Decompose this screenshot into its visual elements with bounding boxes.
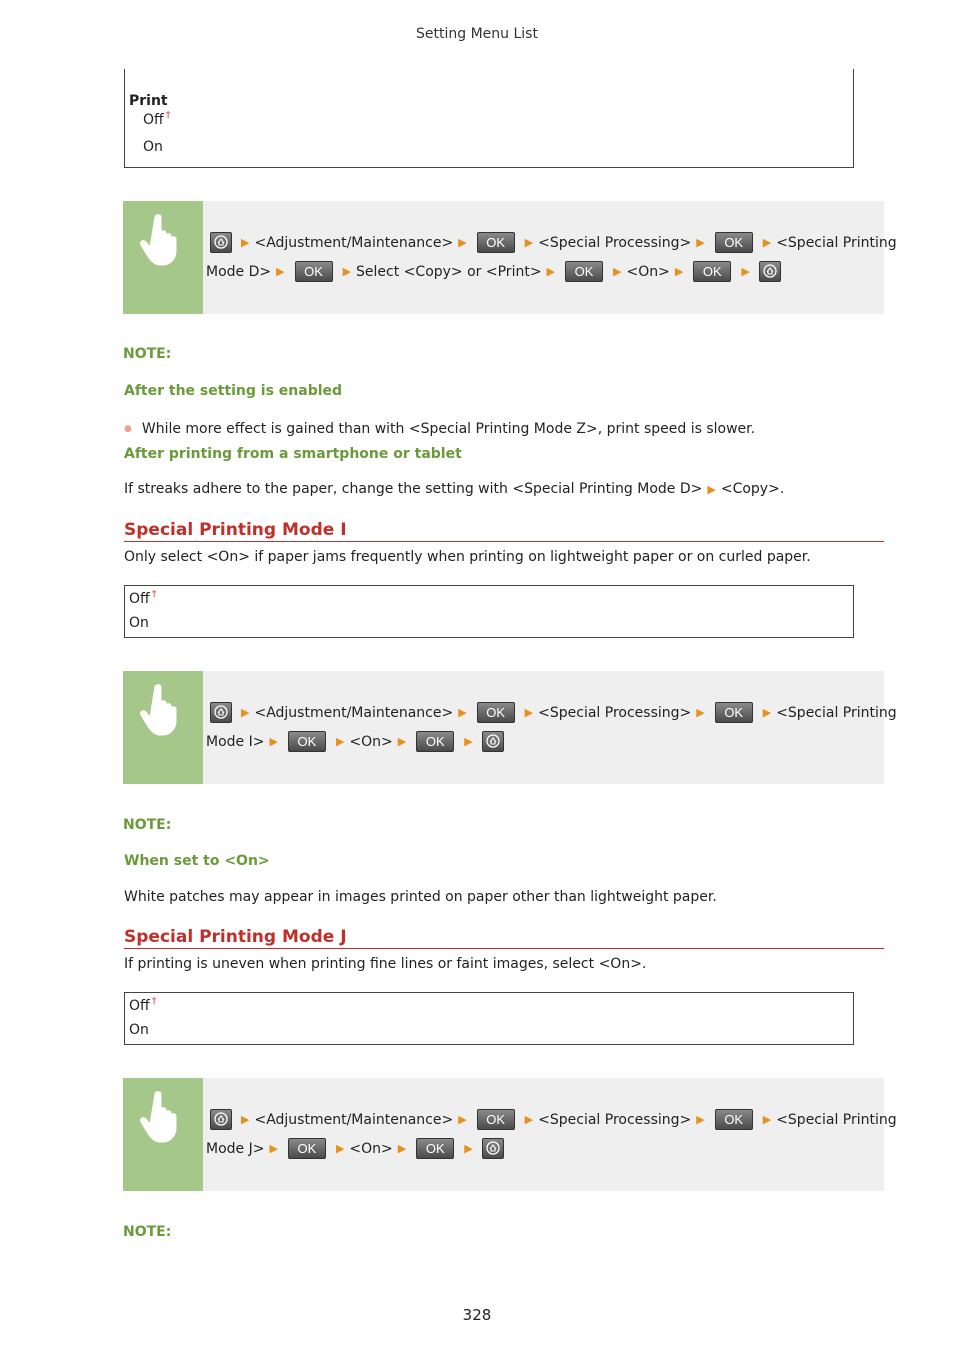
arrow-icon: ▶ — [397, 1142, 407, 1155]
step-mode-i: Mode I> — [206, 733, 265, 750]
section-description: If printing is uneven when printing fine lines or faint images, select <On>. — [124, 956, 647, 972]
arrow-icon: ▶ — [397, 735, 407, 748]
arrow-icon: ▶ — [335, 1142, 345, 1155]
arrow-icon: ▶ — [762, 236, 772, 249]
option-off: Off † — [129, 996, 157, 1014]
step-special-processing: <Special Processing> — [538, 704, 692, 721]
arrow-icon: ▶ — [276, 265, 285, 278]
step-mode-j: Mode J> — [206, 1140, 265, 1157]
menu-home-icon[interactable] — [759, 261, 781, 282]
option-off: Off † — [143, 110, 171, 128]
operation-line-1 — [206, 1109, 897, 1130]
note-subheading: After printing from a smartphone or tablet — [124, 446, 462, 462]
arrow-icon: ▶ — [696, 236, 705, 249]
arrow-icon: ▶ — [696, 706, 705, 719]
ok-button[interactable]: OK — [715, 702, 753, 723]
ok-button[interactable]: OK — [565, 261, 603, 282]
note-paragraph: If streaks adhere to the paper, change the setting with <Special Printing Mode D> ▶ <Copy>. — [124, 481, 785, 497]
step-adjustment: <Adjustment/Maintenance> — [254, 234, 454, 251]
arrow-icon: ▶ — [458, 236, 467, 249]
ok-button[interactable]: OK — [288, 731, 326, 752]
note-label: NOTE: — [123, 817, 172, 833]
bullet-item: ● While more effect is gained than with <Special Printing Mode Z>, print speed is slower. — [124, 421, 756, 437]
arrow-icon: ▶ — [524, 1113, 534, 1126]
menu-home-icon[interactable] — [482, 731, 504, 752]
step-select-copy-print: Select <Copy> or <Print> — [356, 263, 542, 280]
section-title-mode-i: Special Printing Mode I — [124, 520, 884, 542]
menu-home-icon[interactable] — [210, 1109, 232, 1130]
option-off: Off † — [129, 589, 157, 607]
ok-button[interactable]: OK — [477, 232, 515, 253]
bullet-icon: ● — [124, 424, 132, 434]
arrow-icon: ▶ — [696, 1113, 705, 1126]
note-subheading: After the setting is enabled — [124, 383, 343, 399]
note-paragraph: White patches may appear in images printed on paper other than lightweight paper. — [124, 889, 717, 905]
arrow-icon: ▶ — [674, 265, 684, 278]
step-special-processing: <Special Processing> — [538, 1111, 692, 1128]
arrow-icon: ▶ — [269, 735, 278, 748]
pointing-hand-icon — [139, 213, 185, 269]
arrow-icon: ▶ — [464, 1142, 473, 1155]
arrow-icon: ▶ — [269, 1142, 278, 1155]
arrow-icon: ▶ — [762, 1113, 772, 1126]
note-label: NOTE: — [123, 1224, 172, 1240]
ok-button[interactable]: OK — [477, 702, 515, 723]
print-options-title: Print — [129, 93, 168, 109]
operation-line-1 — [206, 232, 897, 253]
section-description: Only select <On> if paper jams frequently when printing on lightweight paper or on curled paper. — [124, 549, 811, 565]
ok-button[interactable]: OK — [715, 232, 753, 253]
hand-panel — [123, 1078, 203, 1191]
arrow-icon: ▶ — [707, 483, 716, 496]
ok-button[interactable]: OK — [416, 731, 454, 752]
ok-button[interactable]: OK — [693, 261, 731, 282]
options-box-mode-j — [124, 992, 854, 1045]
arrow-icon: ▶ — [458, 706, 467, 719]
arrow-icon: ▶ — [613, 265, 622, 278]
arrow-icon: ▶ — [241, 236, 250, 249]
operation-line-2 — [206, 1138, 508, 1159]
arrow-icon: ▶ — [524, 236, 534, 249]
option-on: On — [129, 615, 149, 631]
page-header: Setting Menu List — [416, 26, 538, 42]
step-special-processing: <Special Processing> — [538, 234, 692, 251]
arrow-icon: ▶ — [762, 706, 772, 719]
arrow-icon: ▶ — [241, 706, 250, 719]
step-special-printing: <Special Printing — [776, 1111, 897, 1128]
arrow-icon: ▶ — [546, 265, 556, 278]
ok-button[interactable]: OK — [477, 1109, 515, 1130]
option-on: On — [143, 139, 163, 155]
step-adjustment: <Adjustment/Maintenance> — [254, 704, 454, 721]
arrow-icon: ▶ — [335, 735, 345, 748]
ok-button[interactable]: OK — [715, 1109, 753, 1130]
option-on: On — [129, 1022, 149, 1038]
section-title-mode-j: Special Printing Mode J — [124, 927, 884, 949]
operation-box-mode-d — [123, 201, 897, 314]
arrow-icon: ▶ — [241, 1113, 250, 1126]
ok-button[interactable]: OK — [295, 261, 333, 282]
arrow-icon: ▶ — [464, 735, 473, 748]
page-number: 328 — [462, 1306, 492, 1324]
step-on: <On> — [349, 1140, 393, 1157]
operation-box-mode-j — [123, 1078, 897, 1191]
operation-line-2 — [206, 731, 508, 752]
note-label: NOTE: — [123, 346, 172, 362]
arrow-icon: ▶ — [458, 1113, 467, 1126]
pointing-hand-icon — [139, 1090, 185, 1146]
hand-panel — [123, 671, 203, 784]
operation-line-1 — [206, 702, 897, 723]
note-subheading: When set to <On> — [124, 853, 270, 869]
step-on: <On> — [349, 733, 393, 750]
arrow-icon: ▶ — [741, 265, 750, 278]
arrow-icon: ▶ — [342, 265, 352, 278]
hand-panel — [123, 201, 203, 314]
menu-home-icon[interactable] — [210, 232, 232, 253]
menu-home-icon[interactable] — [210, 702, 232, 723]
menu-home-icon[interactable] — [482, 1138, 504, 1159]
step-on: <On> — [626, 263, 670, 280]
print-options-box — [124, 69, 854, 168]
ok-button[interactable]: OK — [416, 1138, 454, 1159]
options-box-mode-i — [124, 585, 854, 638]
step-adjustment: <Adjustment/Maintenance> — [254, 1111, 454, 1128]
step-special-printing: <Special Printing — [776, 704, 897, 721]
step-mode-d: Mode D> — [206, 263, 272, 280]
step-special-printing: <Special Printing — [776, 234, 897, 251]
ok-button[interactable]: OK — [288, 1138, 326, 1159]
arrow-icon: ▶ — [524, 706, 534, 719]
operation-line-2 — [206, 261, 785, 282]
pointing-hand-icon — [139, 683, 185, 739]
operation-box-mode-i — [123, 671, 897, 784]
